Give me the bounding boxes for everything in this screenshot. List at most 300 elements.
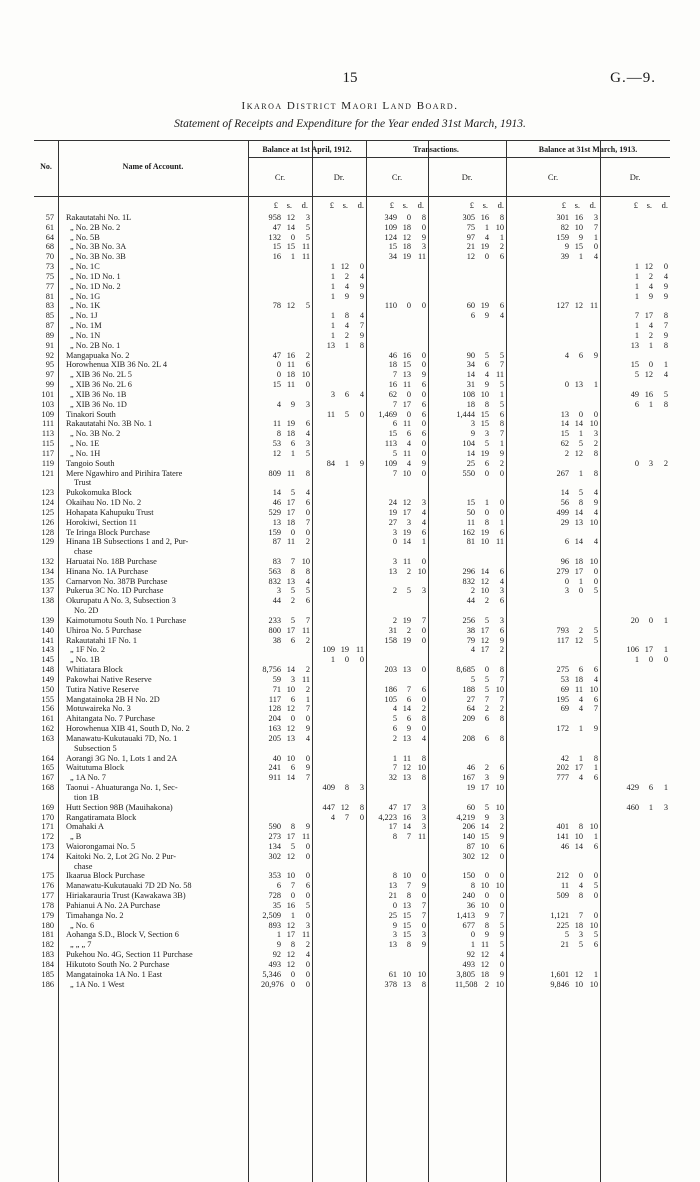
amount-pence: 0 bbox=[499, 468, 504, 478]
amount-pounds: 3 bbox=[470, 419, 475, 429]
amount-cell bbox=[549, 763, 598, 773]
amount-pence: 10 bbox=[495, 802, 504, 812]
amount-pence: 3 bbox=[421, 812, 426, 822]
table-row bbox=[0, 921, 700, 931]
amount-shillings: 12 bbox=[286, 950, 295, 960]
amount-shillings: 12 bbox=[480, 576, 489, 586]
amount-pence: 0 bbox=[305, 959, 310, 969]
amount-pounds: 124 bbox=[384, 232, 397, 242]
account-name: Aorangi 3G No. 1, Lots 1 and 2A bbox=[66, 753, 178, 763]
amount-pence: 9 bbox=[359, 291, 364, 301]
amount-pounds: 1,413 bbox=[456, 910, 475, 920]
account-name: Mangapuaka No. 2 bbox=[66, 350, 130, 360]
row-number: 81 bbox=[45, 291, 54, 301]
amount-shillings: 16 bbox=[286, 350, 295, 360]
amount-pounds: 18 bbox=[388, 360, 397, 370]
amount-pounds: 349 bbox=[384, 213, 397, 222]
row-number: 143 bbox=[41, 645, 54, 655]
amount-pounds: 777 bbox=[556, 773, 569, 783]
amount-shillings: 19 bbox=[402, 252, 411, 262]
amount-pounds: 92 bbox=[272, 950, 281, 960]
amount-shillings: 0 bbox=[648, 655, 653, 665]
row-number: 92 bbox=[45, 350, 54, 360]
amount-shillings: 0 bbox=[344, 655, 349, 665]
amount-shillings: 7 bbox=[484, 694, 489, 704]
amount-pence: 10 bbox=[495, 979, 504, 989]
amount-pence: 6 bbox=[421, 409, 426, 419]
col-header-balance-1913: Balance at 31st March, 1913. bbox=[538, 145, 638, 154]
amount-pounds: 21 bbox=[388, 891, 397, 901]
amount-cell bbox=[261, 469, 310, 479]
amount-pounds: 493 bbox=[268, 959, 281, 969]
account-name: „ No. 1D No. 2 bbox=[70, 281, 121, 291]
amount-shillings: 1 bbox=[648, 340, 653, 350]
table-row bbox=[0, 537, 700, 547]
amount-cell bbox=[261, 439, 310, 449]
table-row bbox=[0, 370, 700, 380]
amount-cell bbox=[455, 783, 504, 793]
page-subtitle: Statement of Receipts and Expenditure for the Year ended 31st March, 1913. bbox=[174, 118, 526, 130]
amount-shillings: 7 bbox=[406, 881, 411, 891]
amount-shillings: 16 bbox=[644, 389, 653, 399]
amount-pounds: 1,601 bbox=[550, 969, 569, 979]
amount-pounds: 677 bbox=[462, 920, 475, 930]
amount-pence: 4 bbox=[593, 537, 598, 547]
amount-cell bbox=[377, 616, 426, 626]
amount-shillings: 13 bbox=[574, 517, 583, 527]
amount-pence: 0 bbox=[499, 891, 504, 901]
amount-pence: 0 bbox=[421, 920, 426, 930]
amount-shillings: 4 bbox=[648, 281, 653, 291]
amount-pence: 6 bbox=[499, 252, 504, 262]
amount-pence: 3 bbox=[305, 920, 310, 930]
amount-pounds: 7 bbox=[392, 399, 397, 409]
amount-pounds: 36 bbox=[466, 900, 475, 910]
amount-pounds: 5,346 bbox=[262, 969, 281, 979]
amount-pence: 0 bbox=[421, 871, 426, 881]
amount-shillings: 11 bbox=[287, 380, 295, 390]
amount-cell bbox=[549, 213, 598, 223]
amount-pounds: 6 bbox=[276, 881, 281, 891]
row-number: 148 bbox=[41, 665, 54, 675]
amount-pounds: 13 bbox=[388, 940, 397, 950]
amount-pence: 8 bbox=[359, 802, 364, 812]
amount-pence: 1 bbox=[593, 969, 598, 979]
amount-shillings: 13 bbox=[402, 665, 411, 675]
amount-pence: 0 bbox=[421, 556, 426, 566]
amount-pence: 6 bbox=[305, 419, 310, 429]
amount-cell bbox=[377, 439, 426, 449]
amount-pounds: 7 bbox=[634, 311, 639, 321]
amount-pence: 7 bbox=[305, 517, 310, 527]
amount-shillings: 14 bbox=[574, 842, 583, 851]
amount-shillings: 12 bbox=[574, 969, 583, 979]
amount-cell bbox=[261, 685, 310, 695]
amount-shillings: 15 bbox=[480, 409, 489, 419]
amount-shillings: 12 bbox=[286, 851, 295, 861]
amount-pounds: 832 bbox=[268, 576, 281, 586]
amount-cell bbox=[619, 331, 668, 341]
account-name: Hinana 1B Subsections 1 and 2, Pur- bbox=[66, 537, 189, 547]
amount-shillings: 2 bbox=[406, 566, 411, 576]
amount-pence: 4 bbox=[593, 507, 598, 517]
row-number: 68 bbox=[45, 242, 54, 252]
account-name: „ 1F No. 2 bbox=[70, 645, 106, 655]
amount-shillings: 12 bbox=[644, 370, 653, 380]
row-number: 99 bbox=[45, 380, 54, 390]
amount-pence: 3 bbox=[421, 498, 426, 508]
amount-shillings: 3 bbox=[578, 930, 583, 940]
amount-pounds: 256 bbox=[462, 615, 475, 625]
amount-pounds: 25 bbox=[466, 458, 475, 468]
row-number: 83 bbox=[45, 301, 54, 311]
amount-pounds: 158 bbox=[384, 635, 397, 645]
amount-pence: 7 bbox=[593, 704, 598, 714]
row-number: 113 bbox=[41, 429, 54, 439]
amount-cell bbox=[377, 921, 426, 931]
table-row bbox=[0, 606, 700, 616]
amount-shillings: 0 bbox=[290, 969, 295, 979]
amount-pounds: 832 bbox=[462, 576, 475, 586]
amount-pence: 7 bbox=[305, 773, 310, 783]
amount-pounds: 241 bbox=[268, 763, 281, 773]
amount-pence: 0 bbox=[421, 389, 426, 399]
amount-pence: 0 bbox=[593, 891, 598, 901]
amount-cell bbox=[261, 763, 310, 773]
amount-cell bbox=[377, 400, 426, 410]
amount-pounds: 47 bbox=[272, 350, 281, 360]
amount-shillings: 10 bbox=[574, 222, 583, 232]
amount-pence: 1 bbox=[593, 232, 598, 242]
amount-cell bbox=[549, 881, 598, 891]
account-name: Mangatainoka 2B H No. 2D bbox=[66, 694, 160, 704]
table-row bbox=[0, 881, 700, 891]
amount-pounds: 1 bbox=[392, 753, 397, 763]
amount-pence: 0 bbox=[421, 439, 426, 449]
amount-shillings: 0 bbox=[484, 468, 489, 478]
account-name: Kaimotumotu South No. 1 Purchase bbox=[66, 615, 187, 625]
amount-cell bbox=[455, 469, 504, 479]
sub-header-cr: Cr. bbox=[547, 172, 559, 182]
amount-shillings: 4 bbox=[578, 773, 583, 783]
table-row bbox=[0, 636, 700, 646]
amount-pence: 2 bbox=[663, 458, 668, 468]
amount-pence: 4 bbox=[663, 370, 668, 380]
amount-shillings: 2 bbox=[484, 704, 489, 714]
amount-cell bbox=[455, 508, 504, 518]
amount-cell bbox=[315, 331, 364, 341]
amount-shillings: 5 bbox=[344, 409, 349, 419]
amount-cell bbox=[377, 301, 426, 311]
amount-pounds: 1 bbox=[330, 271, 335, 281]
amount-cell bbox=[261, 822, 310, 832]
lsd-header: £ s. d. bbox=[329, 200, 364, 210]
amount-cell bbox=[261, 940, 310, 950]
amount-pounds: 409 bbox=[322, 783, 335, 793]
account-name: „ XIB 36 No. 1B bbox=[70, 389, 127, 399]
amount-cell bbox=[377, 871, 426, 881]
amount-shillings: 13 bbox=[402, 900, 411, 910]
amount-shillings: 6 bbox=[578, 665, 583, 675]
amount-pence: 4 bbox=[499, 576, 504, 586]
amount-pounds: 159 bbox=[268, 527, 281, 537]
row-number: 137 bbox=[41, 586, 54, 596]
amount-cell bbox=[377, 410, 426, 420]
amount-cell bbox=[261, 370, 310, 380]
table-row bbox=[0, 852, 700, 862]
amount-shillings: 19 bbox=[402, 615, 411, 625]
amount-pounds: 2,509 bbox=[262, 910, 281, 920]
table-row bbox=[0, 773, 700, 783]
amount-cell bbox=[455, 537, 504, 547]
table-row bbox=[0, 528, 700, 538]
amount-cell bbox=[377, 724, 426, 734]
amount-shillings: 0 bbox=[484, 665, 489, 675]
amount-pounds: 2 bbox=[392, 615, 397, 625]
amount-cell bbox=[455, 921, 504, 931]
amount-cell bbox=[377, 930, 426, 940]
amount-cell bbox=[455, 223, 504, 233]
account-name: Aohanga S.D., Block V, Section 6 bbox=[66, 930, 179, 940]
amount-cell bbox=[455, 970, 504, 980]
account-name: „ XIB 36 No. 1D bbox=[70, 399, 127, 409]
amount-shillings: 9 bbox=[484, 311, 489, 321]
account-name: chase bbox=[74, 861, 93, 871]
amount-shillings: 0 bbox=[290, 527, 295, 537]
amount-shillings: 11 bbox=[403, 448, 411, 458]
amount-pounds: 49 bbox=[630, 389, 639, 399]
sub-header-cr: Cr. bbox=[274, 172, 286, 182]
amount-shillings: 4 bbox=[484, 370, 489, 380]
amount-shillings: 0 bbox=[484, 871, 489, 881]
amount-pence: 7 bbox=[499, 694, 504, 704]
amount-pounds: 87 bbox=[272, 537, 281, 547]
account-name: Mangatainoka 1A No. 1 East bbox=[66, 969, 163, 979]
amount-pence: 0 bbox=[499, 900, 504, 910]
amount-pounds: 38 bbox=[466, 625, 475, 635]
amount-cell bbox=[549, 429, 598, 439]
amount-cell bbox=[455, 586, 504, 596]
amount-pence: 6 bbox=[421, 684, 426, 694]
account-name: „ 1A No. 1 West bbox=[70, 979, 125, 989]
amount-pounds: 15 bbox=[630, 360, 639, 370]
table-row bbox=[0, 282, 700, 292]
amount-cell bbox=[261, 970, 310, 980]
amount-pence: 1 bbox=[663, 615, 668, 625]
amount-pounds: 800 bbox=[268, 625, 281, 635]
account-name: Tinakori South bbox=[66, 409, 116, 419]
amount-cell bbox=[377, 813, 426, 823]
amount-shillings: 9 bbox=[406, 724, 411, 734]
amount-pence: 2 bbox=[421, 704, 426, 714]
amount-cell bbox=[315, 803, 364, 813]
account-name: „ No. 1E bbox=[70, 439, 100, 449]
amount-pounds: 19 bbox=[388, 507, 397, 517]
amount-cell bbox=[549, 410, 598, 420]
amount-cell bbox=[455, 528, 504, 538]
amount-pounds: 1 bbox=[330, 262, 335, 272]
amount-pence: 3 bbox=[499, 812, 504, 822]
amount-cell bbox=[455, 685, 504, 695]
amount-shillings: 6 bbox=[344, 389, 349, 399]
account-name: „ No. 1M bbox=[70, 321, 102, 331]
amount-cell bbox=[261, 695, 310, 705]
amount-pounds: 447 bbox=[322, 802, 335, 812]
amount-pence: 10 bbox=[589, 556, 598, 566]
amount-pounds: 1 bbox=[634, 262, 639, 272]
amount-pounds: 186 bbox=[384, 684, 397, 694]
amount-pounds: 401 bbox=[556, 822, 569, 832]
amount-shillings: 12 bbox=[286, 959, 295, 969]
amount-pence: 4 bbox=[421, 507, 426, 517]
amount-pounds: 11,508 bbox=[455, 979, 478, 989]
amount-pounds: 109 bbox=[384, 222, 397, 232]
amount-pounds: 5 bbox=[392, 714, 397, 724]
amount-cell bbox=[455, 439, 504, 449]
amount-cell bbox=[549, 695, 598, 705]
amount-cell bbox=[377, 911, 426, 921]
amount-pounds: 134 bbox=[268, 842, 281, 851]
amount-shillings: 5 bbox=[578, 488, 583, 498]
amount-pounds: 159 bbox=[556, 232, 569, 242]
amount-cell bbox=[377, 459, 426, 469]
amount-shillings: 8 bbox=[484, 399, 489, 409]
amount-cell bbox=[619, 400, 668, 410]
amount-pence: 6 bbox=[499, 566, 504, 576]
lsd-header: £ s. d. bbox=[273, 200, 308, 210]
amount-pence: 5 bbox=[593, 625, 598, 635]
amount-pounds: 4,223 bbox=[378, 812, 397, 822]
amount-shillings: 10 bbox=[480, 842, 489, 851]
amount-shillings: 15 bbox=[574, 242, 583, 252]
amount-shillings: 1 bbox=[648, 802, 653, 812]
amount-shillings: 12 bbox=[480, 851, 489, 861]
amount-cell bbox=[549, 930, 598, 940]
amount-pence: 7 bbox=[663, 321, 668, 331]
amount-shillings: 7 bbox=[406, 832, 411, 842]
amount-pence: 0 bbox=[305, 507, 310, 517]
amount-pounds: 21 bbox=[560, 940, 569, 950]
amount-pence: 4 bbox=[663, 271, 668, 281]
amount-cell bbox=[455, 301, 504, 311]
amount-pence: 0 bbox=[421, 635, 426, 645]
amount-cell bbox=[549, 842, 598, 852]
table-row bbox=[0, 891, 700, 901]
amount-shillings: 9 bbox=[578, 232, 583, 242]
amount-cell bbox=[549, 557, 598, 567]
table-row bbox=[0, 351, 700, 361]
row-number: 156 bbox=[41, 704, 54, 714]
amount-pounds: 15 bbox=[560, 429, 569, 439]
amount-shillings: 4 bbox=[648, 321, 653, 331]
amount-shillings: 3 bbox=[484, 773, 489, 783]
table-row bbox=[0, 803, 700, 813]
amount-pence: 9 bbox=[421, 881, 426, 891]
row-number: 129 bbox=[41, 537, 54, 547]
amount-cell bbox=[261, 508, 310, 518]
amount-shillings: 8 bbox=[290, 940, 295, 950]
amount-pounds: 563 bbox=[268, 566, 281, 576]
table-row bbox=[0, 960, 700, 970]
amount-pounds: 96 bbox=[560, 556, 569, 566]
amount-pounds: 4,219 bbox=[456, 812, 475, 822]
amount-pounds: 16 bbox=[388, 380, 397, 390]
amount-shillings: 0 bbox=[406, 409, 411, 419]
amount-pounds: 353 bbox=[268, 871, 281, 881]
amount-pence: 4 bbox=[305, 950, 310, 960]
amount-pounds: 27 bbox=[466, 694, 475, 704]
amount-cell bbox=[377, 469, 426, 479]
amount-pence: 9 bbox=[499, 969, 504, 979]
amount-shillings: 10 bbox=[574, 832, 583, 842]
amount-pence: 3 bbox=[593, 429, 598, 439]
amount-pounds: 141 bbox=[556, 832, 569, 842]
amount-shillings: 9 bbox=[344, 291, 349, 301]
amount-pounds: 3 bbox=[392, 556, 397, 566]
amount-pounds: 9 bbox=[276, 940, 281, 950]
table-row bbox=[0, 950, 700, 960]
amount-shillings: 5 bbox=[484, 684, 489, 694]
amount-shillings: 11 bbox=[403, 753, 411, 763]
amount-cell bbox=[261, 380, 310, 390]
account-name: „ No. 5B bbox=[70, 232, 100, 242]
amount-pounds: 8 bbox=[470, 881, 475, 891]
table-row bbox=[0, 862, 700, 872]
amount-shillings: 17 bbox=[480, 783, 489, 793]
amount-cell bbox=[455, 675, 504, 685]
amount-shillings: 17 bbox=[402, 507, 411, 517]
amount-shillings: 12 bbox=[402, 232, 411, 242]
amount-shillings: 17 bbox=[402, 399, 411, 409]
amount-pence: 11 bbox=[496, 537, 504, 547]
table-row bbox=[0, 911, 700, 921]
account-name: Subsection 5 bbox=[74, 743, 117, 753]
amount-cell bbox=[549, 626, 598, 636]
amount-pounds: 127 bbox=[556, 301, 569, 311]
amount-pence: 8 bbox=[305, 468, 310, 478]
row-number: 165 bbox=[41, 763, 54, 773]
amount-shillings: 9 bbox=[484, 910, 489, 920]
amount-pounds: 162 bbox=[462, 527, 475, 537]
amount-shillings: 6 bbox=[578, 350, 583, 360]
table-row bbox=[0, 557, 700, 567]
account-name: Ahitangata No. 7 Purchase bbox=[66, 714, 155, 724]
amount-cell bbox=[377, 940, 426, 950]
amount-pounds: 83 bbox=[272, 556, 281, 566]
amount-shillings: 18 bbox=[286, 370, 295, 380]
amount-shillings: 18 bbox=[574, 556, 583, 566]
amount-pence: 8 bbox=[663, 340, 668, 350]
amount-cell bbox=[619, 292, 668, 302]
amount-cell bbox=[261, 360, 310, 370]
amount-cell bbox=[377, 734, 426, 744]
amount-shillings: 17 bbox=[480, 645, 489, 655]
amount-cell bbox=[261, 901, 310, 911]
amount-pence: 9 bbox=[593, 498, 598, 508]
amount-pounds: 7 bbox=[392, 763, 397, 773]
amount-cell bbox=[455, 410, 504, 420]
amount-cell bbox=[455, 419, 504, 429]
table-row bbox=[0, 695, 700, 705]
amount-shillings: 17 bbox=[286, 498, 295, 508]
amount-cell bbox=[377, 665, 426, 675]
amount-pence: 0 bbox=[663, 655, 668, 665]
amount-pence: 11 bbox=[302, 252, 310, 262]
row-number: 184 bbox=[41, 959, 54, 969]
row-number: 87 bbox=[45, 321, 54, 331]
amount-pounds: 5 bbox=[392, 448, 397, 458]
amount-pence: 0 bbox=[499, 498, 504, 508]
